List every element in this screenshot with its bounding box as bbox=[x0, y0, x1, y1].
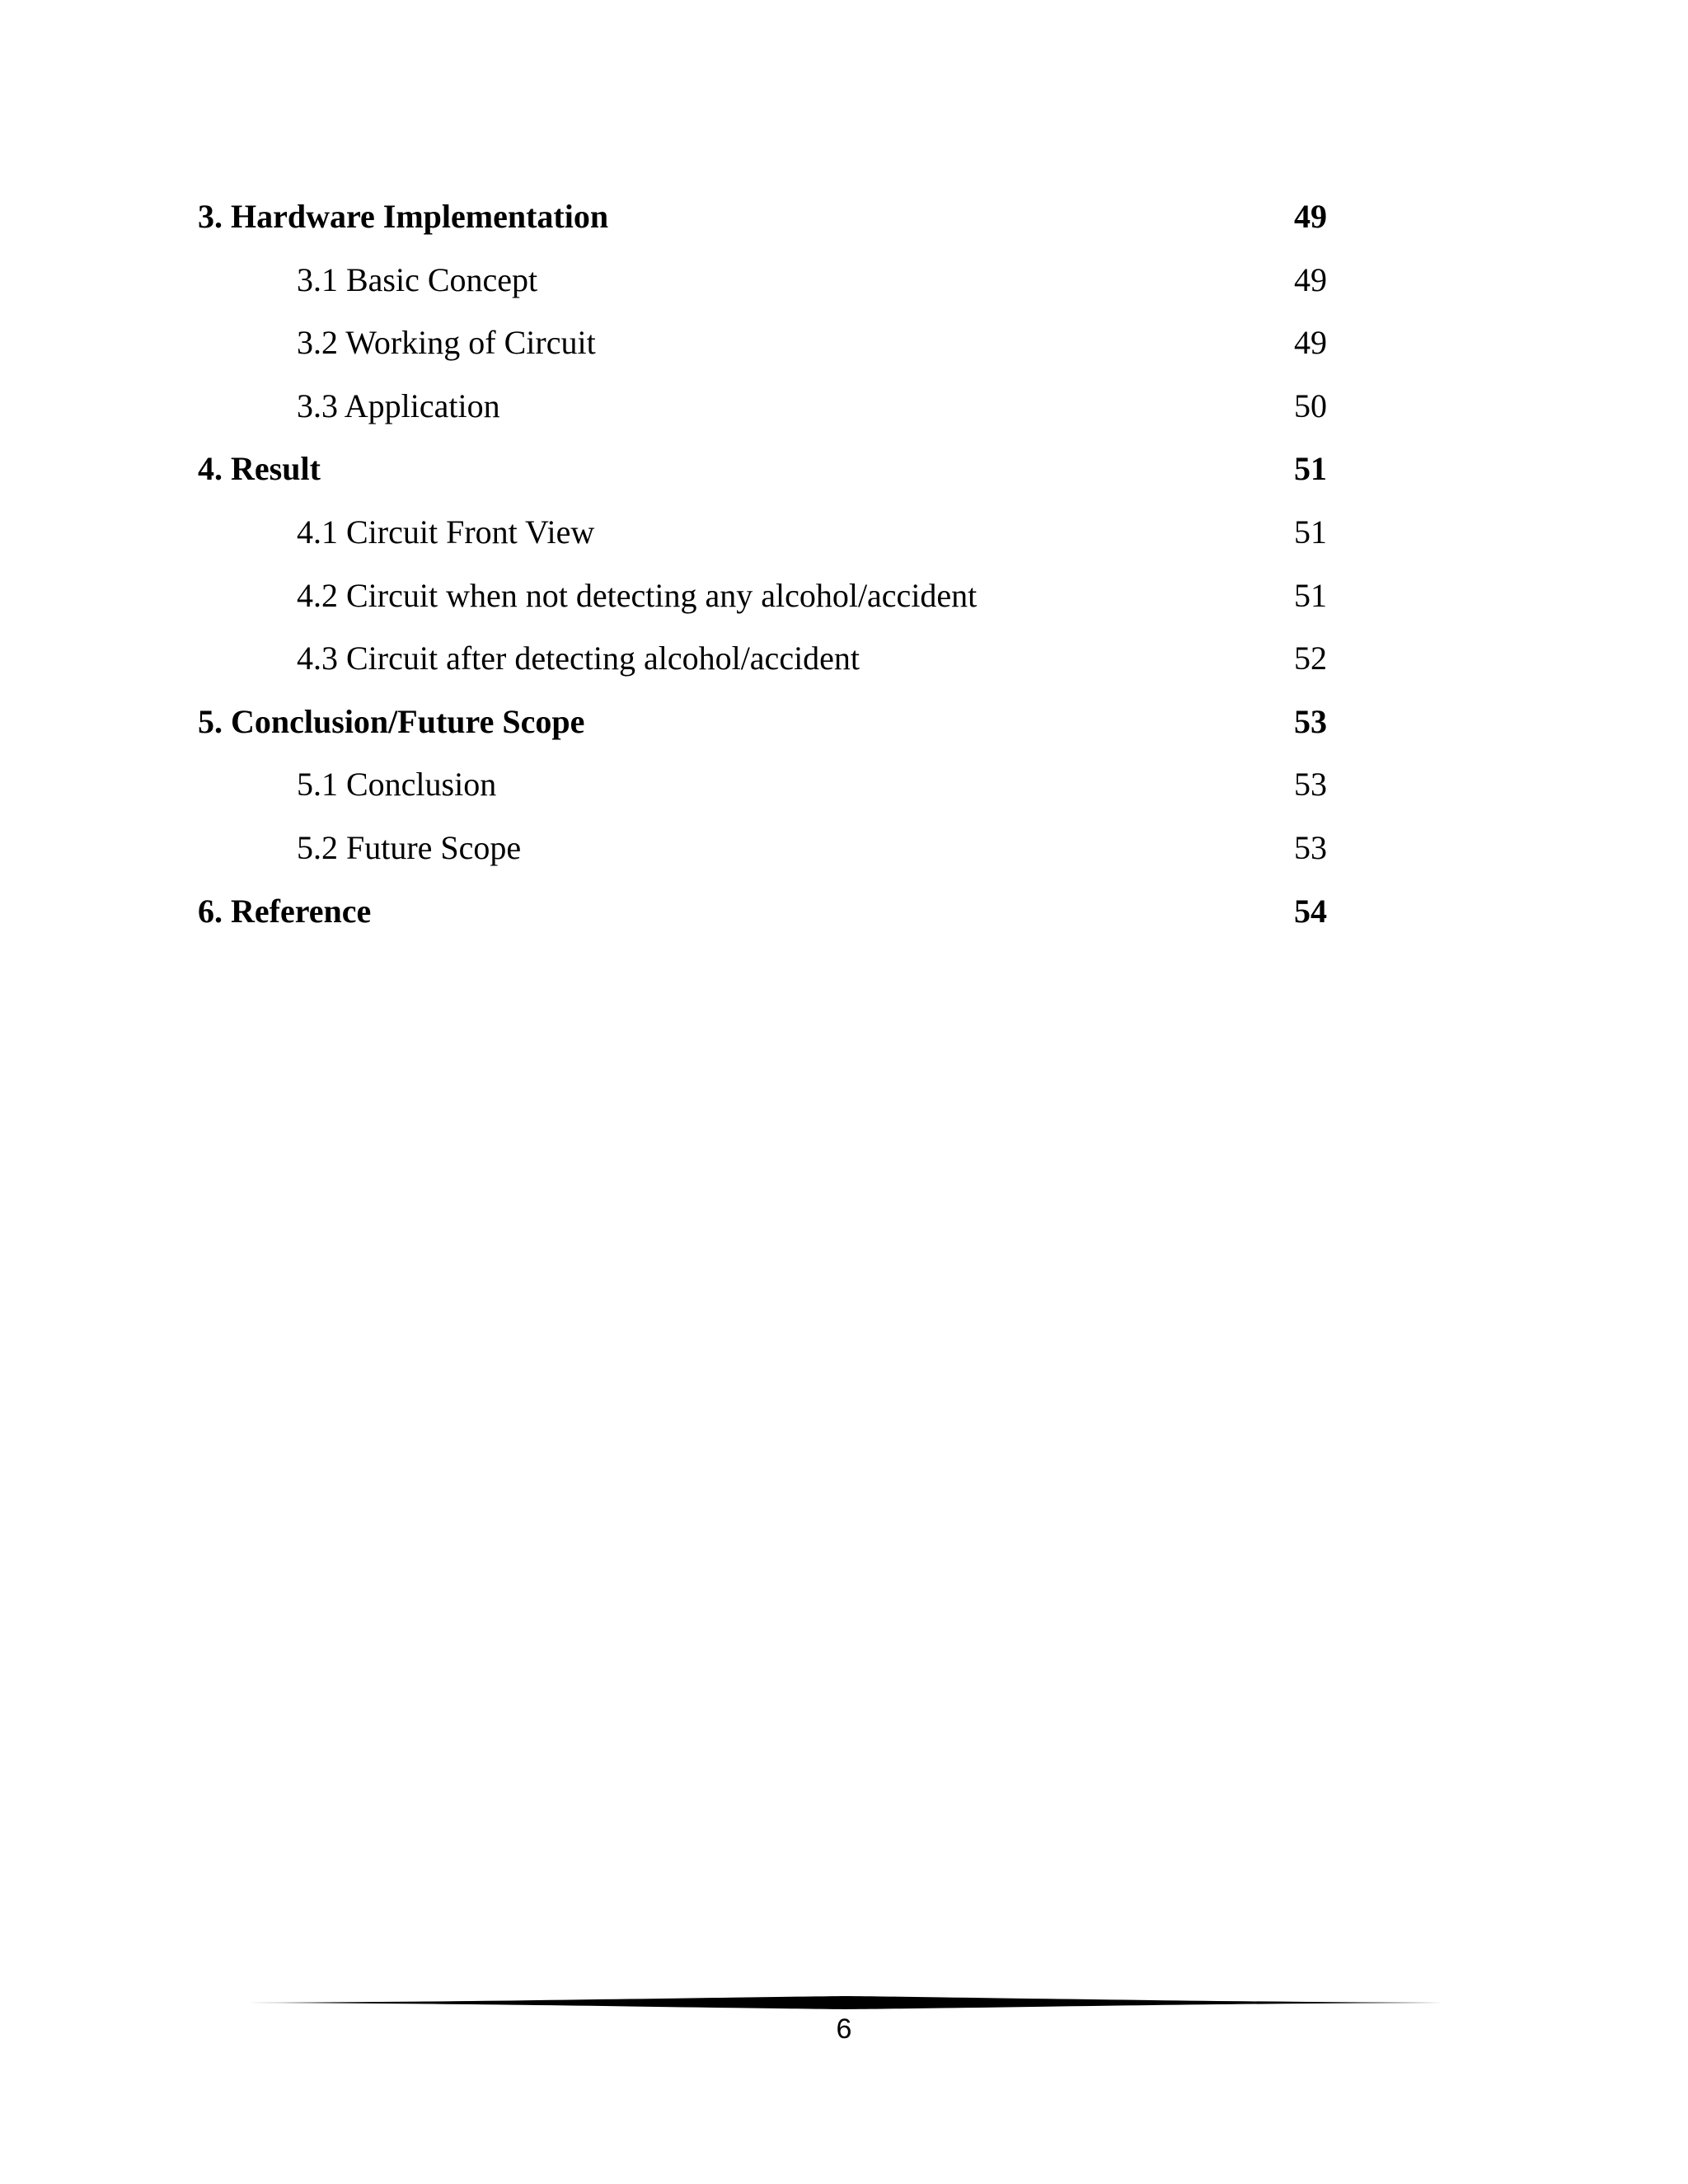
toc-section-4-1[interactable] bbox=[198, 508, 1327, 571]
toc-entry-title: 5.2 Future Scope bbox=[297, 828, 522, 866]
toc-entry-page: 52 bbox=[1294, 640, 1327, 677]
toc-entry-page: 51 bbox=[1294, 450, 1327, 488]
toc-section-5-1[interactable] bbox=[198, 760, 1327, 823]
toc-entry-title: 3.1 Basic Concept bbox=[297, 260, 538, 298]
toc-entry-page: 49 bbox=[1294, 324, 1327, 362]
toc-entry-title: 5.1 Conclusion bbox=[297, 766, 497, 804]
toc-entry-page: 53 bbox=[1294, 766, 1327, 804]
toc-entry-page: 54 bbox=[1294, 892, 1327, 930]
toc-entry-title: 3. Hardware Implementation bbox=[198, 198, 609, 235]
toc-section-3-1[interactable] bbox=[198, 255, 1327, 319]
page-number: 6 bbox=[836, 2013, 852, 2045]
toc-section-5-2[interactable] bbox=[198, 823, 1327, 887]
toc-chapter-5[interactable] bbox=[198, 697, 1327, 761]
toc-section-3-3[interactable] bbox=[198, 382, 1327, 445]
toc-entry-title: 3.2 Working of Circuit bbox=[297, 324, 596, 362]
table-of-contents bbox=[198, 192, 1327, 949]
footer-divider bbox=[247, 1993, 1442, 2013]
toc-chapter-6[interactable] bbox=[198, 887, 1327, 950]
toc-section-4-2[interactable] bbox=[198, 571, 1327, 635]
toc-entry-page: 49 bbox=[1294, 198, 1327, 235]
toc-entry-page: 51 bbox=[1294, 513, 1327, 551]
toc-entry-title: 4. Result bbox=[198, 450, 321, 488]
toc-entry-title: 5. Conclusion/Future Scope bbox=[198, 702, 585, 740]
toc-entry-title: 4.2 Circuit when not detecting any alcohol/accident bbox=[297, 576, 978, 614]
toc-entry-title: 6. Reference bbox=[198, 892, 372, 930]
toc-entry-title: 3.3 Application bbox=[297, 387, 500, 424]
toc-entry-page: 53 bbox=[1294, 828, 1327, 866]
toc-entry-page: 49 bbox=[1294, 260, 1327, 298]
footer-divider-shape bbox=[247, 1996, 1442, 2009]
toc-chapter-3[interactable] bbox=[198, 192, 1327, 255]
toc-entry-page: 50 bbox=[1294, 387, 1327, 424]
toc-section-4-3[interactable] bbox=[198, 634, 1327, 697]
toc-entry-title: 4.3 Circuit after detecting alcohol/accident bbox=[297, 640, 860, 677]
toc-entry-title: 4.1 Circuit Front View bbox=[297, 513, 595, 551]
toc-chapter-4[interactable] bbox=[198, 444, 1327, 508]
toc-entry-page: 51 bbox=[1294, 576, 1327, 614]
toc-entry-page: 53 bbox=[1294, 702, 1327, 740]
toc-section-3-2[interactable] bbox=[198, 318, 1327, 382]
